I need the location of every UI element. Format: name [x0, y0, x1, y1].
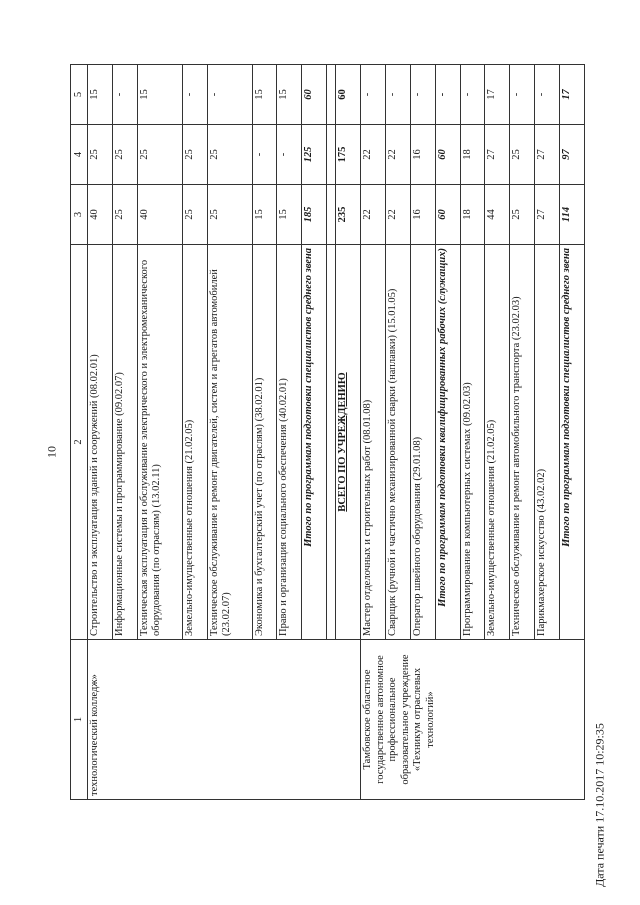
subtotal-col-4: 125: [302, 125, 327, 185]
subtotal-label: Итого по программам подготовки специалистов среднего звена: [560, 245, 585, 640]
value-col-3: 40: [137, 185, 182, 245]
value-col-5: 17: [485, 65, 510, 125]
subtotal-col-4: 60: [435, 125, 460, 185]
organization-cell: Тамбовское областное государственное автономное профессиональное образовательное учреждение «Техникум отраслевых технологий»: [361, 640, 585, 800]
program-name: Программирование в компьютерных системах (09.02.03): [460, 245, 485, 640]
value-col-5: -: [535, 65, 560, 125]
subtotal-col-3: 60: [435, 185, 460, 245]
subtotal-label: Итого по программам подготовки специалистов среднего звена: [302, 245, 327, 640]
program-name: Техническая эксплуатация и обслуживание электрического и электромеханического оборудования (по отраслям) (13.02.11): [137, 245, 182, 640]
value-col-4: -: [277, 125, 302, 185]
grand-total-col-3: 235: [336, 185, 361, 245]
value-col-3: 44: [485, 185, 510, 245]
program-name: Сварщик (ручной и частично механизированной сварки (наплавки) (15.01.05): [385, 245, 410, 640]
value-col-5: 15: [137, 65, 182, 125]
value-col-3: 15: [252, 185, 277, 245]
value-col-4: 27: [485, 125, 510, 185]
spacer-cell: [327, 125, 336, 185]
subtotal-col-3: 185: [302, 185, 327, 245]
spacer-cell: [327, 185, 336, 245]
value-col-4: 25: [137, 125, 182, 185]
header-col-4: 4: [71, 125, 88, 185]
value-col-5: 15: [252, 65, 277, 125]
value-col-5: -: [182, 65, 207, 125]
header-col-3: 3: [71, 185, 88, 245]
spacer-cell: [327, 245, 336, 640]
program-name: Земельно-имущественные отношения (21.02.05): [182, 245, 207, 640]
program-name: Право и организация социального обеспечения (40.02.01): [277, 245, 302, 640]
subtotal-col-4: 97: [560, 125, 585, 185]
value-col-3: 25: [510, 185, 535, 245]
value-col-3: 27: [535, 185, 560, 245]
value-col-4: 25: [88, 125, 113, 185]
program-name: Информационные системы и программирование (09.02.07): [112, 245, 137, 640]
subtotal-col-5: 17: [560, 65, 585, 125]
program-name: Земельно-имущественные отношения (21.02.05): [485, 245, 510, 640]
table-row: [88, 65, 113, 800]
value-col-5: -: [112, 65, 137, 125]
grand-total-label: ВСЕГО ПО УЧРЕЖДЕНИЮ: [336, 245, 361, 640]
value-col-4: 25: [112, 125, 137, 185]
admissions-table: [70, 64, 585, 800]
value-col-3: 25: [207, 185, 252, 245]
value-col-4: 18: [460, 125, 485, 185]
value-col-4: 25: [207, 125, 252, 185]
subtotal-col-5: 60: [302, 65, 327, 125]
value-col-4: 25: [510, 125, 535, 185]
table-row: [361, 65, 386, 800]
program-name: Экономика и бухгалтерский учет (по отраслям) (38.02.01): [252, 245, 277, 640]
value-col-3: 22: [361, 185, 386, 245]
header-col-5: 5: [71, 65, 88, 125]
value-col-3: 16: [410, 185, 435, 245]
value-col-4: 25: [182, 125, 207, 185]
value-col-4: 22: [385, 125, 410, 185]
value-col-5: -: [460, 65, 485, 125]
page-number: 10: [44, 446, 59, 458]
organization-cell: технологический колледж»: [88, 640, 361, 800]
header-col-2: 2: [71, 245, 88, 640]
subtotal-col-3: 114: [560, 185, 585, 245]
grand-total-col-5: 60: [336, 65, 361, 125]
value-col-5: -: [361, 65, 386, 125]
value-col-3: 25: [182, 185, 207, 245]
subtotal-col-5: -: [435, 65, 460, 125]
value-col-5: 15: [277, 65, 302, 125]
program-name: Оператор швейного оборудования (29.01.08): [410, 245, 435, 640]
value-col-3: 15: [277, 185, 302, 245]
value-col-3: 25: [112, 185, 137, 245]
program-name: Техническое обслуживание и ремонт автомобильного транспорта (23.02.03): [510, 245, 535, 640]
table-wrapper: [70, 65, 585, 800]
subtotal-label: Итого по программам подготовки квалифицированных рабочих (служащих): [435, 245, 460, 640]
grand-total-col-4: 175: [336, 125, 361, 185]
value-col-5: 15: [88, 65, 113, 125]
value-col-5: -: [385, 65, 410, 125]
header-row: [71, 65, 88, 800]
value-col-5: -: [410, 65, 435, 125]
value-col-4: 27: [535, 125, 560, 185]
value-col-4: -: [252, 125, 277, 185]
print-date: Дата печати 17.10.2017 10:29:35: [592, 723, 607, 887]
value-col-3: 22: [385, 185, 410, 245]
value-col-3: 18: [460, 185, 485, 245]
value-col-5: -: [207, 65, 252, 125]
value-col-3: 40: [88, 185, 113, 245]
program-name: Строительство и эксплуатация зданий и сооружений (08.02.01): [88, 245, 113, 640]
value-col-4: 16: [410, 125, 435, 185]
program-name: Мастер отделочных и строительных работ (08.01.08): [361, 245, 386, 640]
value-col-5: -: [510, 65, 535, 125]
header-col-1: 1: [71, 640, 88, 800]
spacer-cell: [327, 65, 336, 125]
program-name: Техническое обслуживание и ремонт двигателей, систем и агрегатов автомобилей (23.02.07): [207, 245, 252, 640]
value-col-4: 22: [361, 125, 386, 185]
program-name: Парикмахерское искусство (43.02.02): [535, 245, 560, 640]
rotated-table-container: [70, 65, 585, 800]
